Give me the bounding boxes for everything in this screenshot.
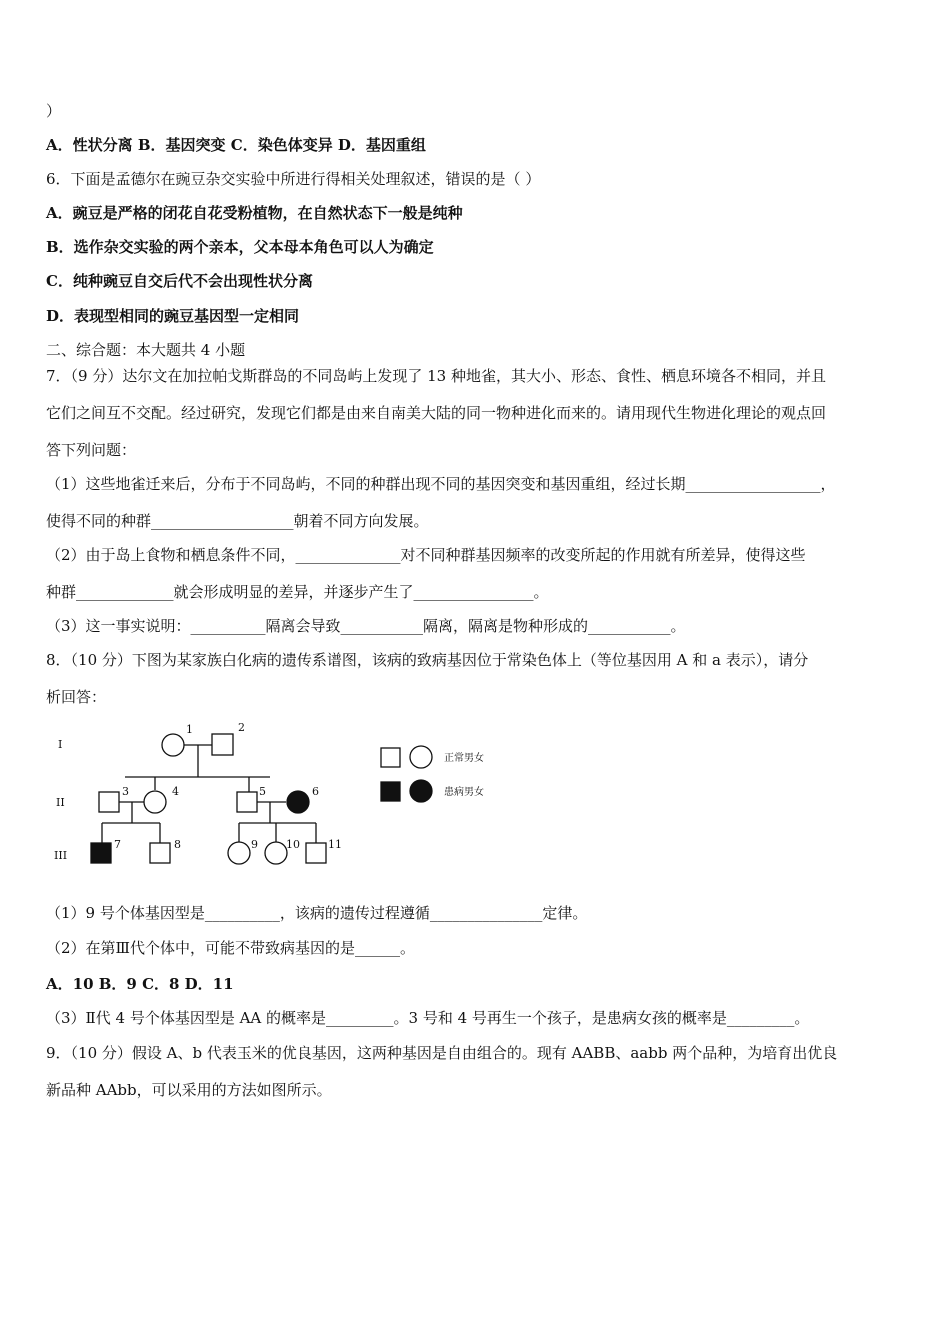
question-8-part2: （2）在第Ⅲ代个体中，可能不带致病基因的是______。 bbox=[46, 939, 416, 957]
legend-affected-female bbox=[410, 780, 432, 802]
question-6-option-c: C．纯种豌豆自交后代不会出现性状分离 bbox=[46, 272, 313, 290]
question-9-stem-line2: 新品种 AAbb，可以采用的方法如图所示。 bbox=[46, 1081, 332, 1099]
text-line: ） bbox=[46, 102, 62, 120]
legend-normal-label: 正常男女 bbox=[444, 753, 484, 764]
question-8-part2-options: A．10 B．9 C．8 D．11 bbox=[46, 975, 234, 993]
question-8-stem-line2: 析回答： bbox=[46, 688, 107, 706]
legend-normal-female bbox=[410, 746, 432, 768]
question-7-part2-line1: （2）由于岛上食物和栖息条件不同，______________对不同种群基因频率的改变所起的作用就有所差异，使得这些 bbox=[46, 546, 806, 564]
generation-label-ii: II bbox=[56, 796, 65, 809]
question-7-stem-line1: 7．（9 分）达尔文在加拉帕戈斯群岛的不同岛屿上发现了 13 种地雀，其大小、形态、食性、栖息环境各不相同，并且 bbox=[46, 367, 826, 385]
question-6-stem: 6．下面是孟德尔在豌豆杂交实验中所进行得相关处理叙述，错误的是（ ） bbox=[46, 170, 541, 188]
number-5: 5 bbox=[259, 785, 266, 798]
generation-label-iii: III bbox=[54, 849, 68, 862]
question-8-stem-line1: 8．（10 分）下图为某家族白化病的遗传系谱图，该病的致病基因位于常染色体上（等位基因用 A 和 a 表示），请分 bbox=[46, 651, 809, 669]
question-6-option-b: B．选作杂交实验的两个亲本，父本母本角色可以人为确定 bbox=[46, 238, 434, 256]
individual-2-male-normal bbox=[212, 734, 233, 755]
number-10: 10 bbox=[286, 838, 300, 851]
number-7: 7 bbox=[114, 838, 121, 851]
number-9: 9 bbox=[251, 838, 258, 851]
number-8: 8 bbox=[174, 838, 181, 851]
legend-normal-male bbox=[381, 748, 400, 767]
individual-9-female-normal bbox=[228, 842, 250, 864]
individual-3-male-normal bbox=[99, 792, 119, 812]
question-9-stem-line1: 9．（10 分）假设 A、b 代表玉米的优良基因，这两种基因是自由组合的。现有 AABB、aabb 两个品种，为培育出优良 bbox=[46, 1044, 838, 1062]
individual-11-male-normal bbox=[306, 843, 326, 863]
number-6: 6 bbox=[312, 785, 319, 798]
question-8-part3: （3）Ⅱ代 4 号个体基因型是 AA 的概率是_________。3 号和 4 号再生一个孩子，是患病女孩的概率是_________。 bbox=[46, 1009, 810, 1027]
number-1: 1 bbox=[186, 723, 193, 736]
question-7-part2-line2: 种群_____________就会形成明显的差异，并逐步产生了________________。 bbox=[46, 583, 549, 601]
individual-5-male-normal bbox=[237, 792, 257, 812]
question-7-part1-line1: （1）这些地雀迁来后，分布于不同岛屿，不同的种群出现不同的基因突变和基因重组，经过长期__________________， bbox=[46, 475, 836, 493]
individual-8-male-normal bbox=[150, 843, 170, 863]
legend-affected-label: 患病男女 bbox=[444, 787, 484, 798]
individual-1-female-normal bbox=[162, 734, 184, 756]
individual-4-female-normal bbox=[144, 791, 166, 813]
question-7-stem-line2: 它们之间互不交配。经过研究，发现它们都是由来自南美大陆的同一物种进化而来的。请用现代生物进化理论的观点回 bbox=[46, 404, 827, 422]
question-7-stem-line3: 答下列问题： bbox=[46, 441, 137, 459]
question-7-part3: （3）这一事实说明：__________隔离会导致___________隔离，隔离是物种形成的___________。 bbox=[46, 617, 686, 635]
number-11: 11 bbox=[328, 838, 342, 851]
question-7-part1-line2: 使得不同的种群___________________朝着不同方向发展。 bbox=[46, 512, 429, 530]
number-2: 2 bbox=[238, 721, 245, 734]
pedigree-figure bbox=[40, 715, 560, 875]
number-3: 3 bbox=[122, 785, 129, 798]
legend-affected-male bbox=[381, 782, 400, 801]
individual-7-male-affected bbox=[91, 843, 111, 863]
generation-label-i: I bbox=[58, 738, 63, 751]
individual-6-female-affected bbox=[287, 791, 309, 813]
question-6-option-a: A．豌豆是严格的闭花自花受粉植物，在自然状态下一般是纯种 bbox=[46, 204, 463, 222]
question-5-options: A．性状分离 B．基因突变 C．染色体变异 D．基因重组 bbox=[46, 136, 426, 154]
individual-10-female-normal bbox=[265, 842, 287, 864]
question-6-option-d: D．表现型相同的豌豆基因型一定相同 bbox=[46, 307, 300, 325]
number-4: 4 bbox=[172, 785, 179, 798]
section-heading: 二、综合题：本大题共 4 小题 bbox=[46, 341, 246, 359]
question-8-part1: （1）9 号个体基因型是__________，该病的遗传过程遵循_______________定律。 bbox=[46, 904, 588, 922]
